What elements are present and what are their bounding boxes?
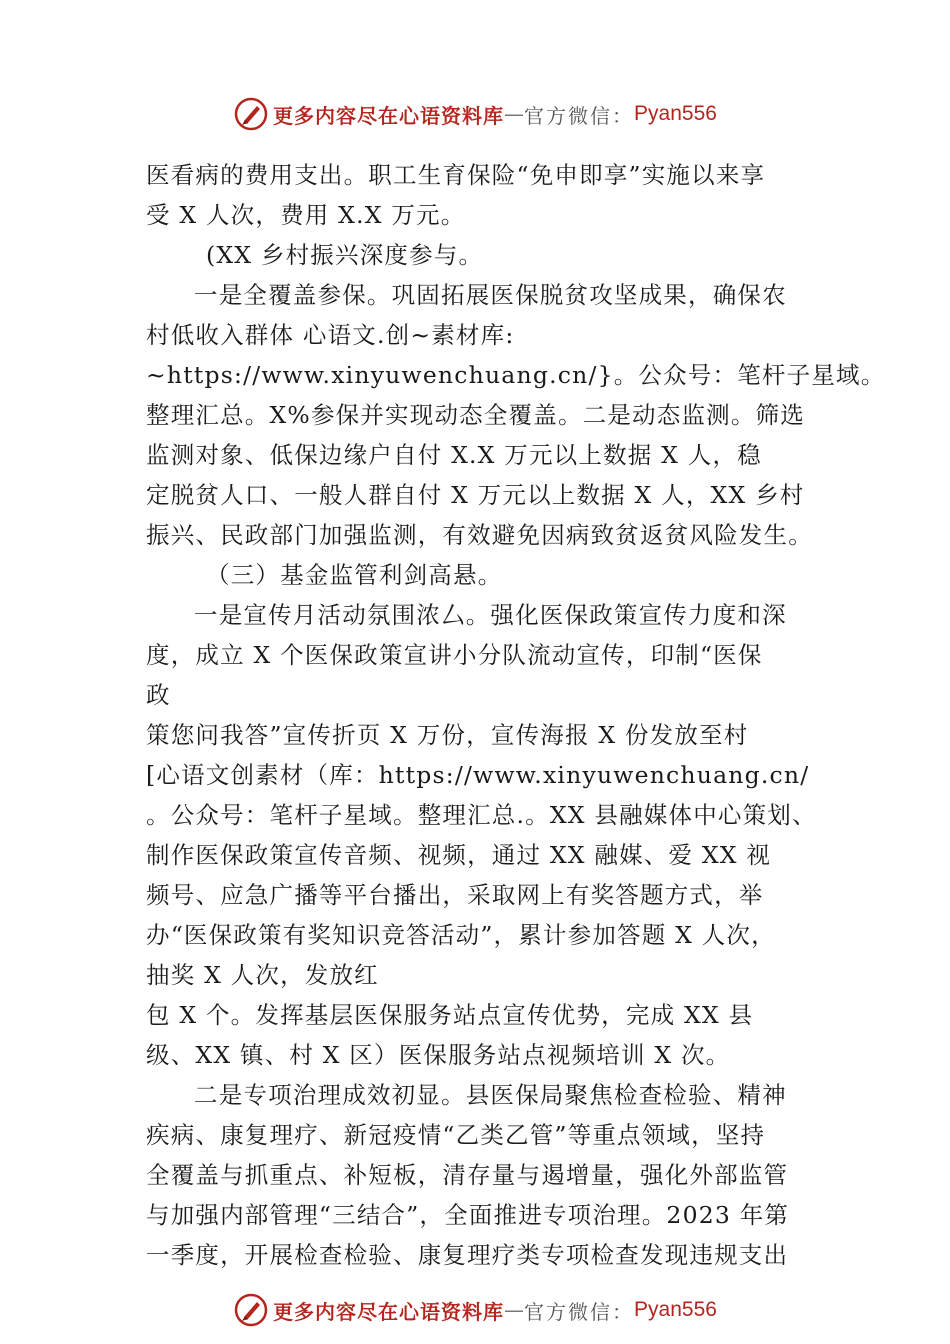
wechat-handle: Pyan556 bbox=[634, 1298, 717, 1321]
pen-seal-icon bbox=[233, 1292, 269, 1328]
body-line: 医看病的费用支出。职工生育保险“免申即享”实施以来享 bbox=[146, 161, 766, 189]
body-line: 度，成立 X 个医保政策宣讲小分队流动宣传，印制“医保 bbox=[146, 641, 763, 669]
separator: — bbox=[504, 1298, 525, 1322]
body-line: ~https://www.xinyuwenchuang.cn/}。公众号：笔杆子星域。 bbox=[146, 361, 886, 389]
brand-text: 更多内容尽在心语资料库 bbox=[273, 103, 505, 128]
body-line: 一季度，开展检查检验、康复理疗类专项检查发现违规支出 bbox=[146, 1241, 789, 1269]
body-line: 村低收入群体 心语文.创~素材库: bbox=[146, 321, 515, 349]
body-line: 包 X 个。发挥基层医保服务站点宣传优势，完成 XX 县 bbox=[146, 1001, 754, 1029]
body-line: 疾病、康复理疗、新冠疫情“乙类乙管”等重点领域，坚持 bbox=[146, 1121, 766, 1149]
body-line: 级、XX 镇、村 X 区）医保服务站点视频培训 X 次。 bbox=[146, 1041, 731, 1069]
footer-watermark-banner bbox=[0, 1290, 950, 1330]
header-watermark-banner bbox=[0, 94, 950, 134]
body-line: 办“医保政策有奖知识竞答活动”，累计参加答题 X 人次， bbox=[146, 921, 776, 949]
body-line: 全覆盖与抓重点、补短板，清存量与遏增量，强化外部监管 bbox=[146, 1161, 789, 1189]
paragraph-start: 二是专项治理成效初显。县医保局聚焦检查检验、精神 bbox=[194, 1081, 787, 1109]
paragraph-start: 一是宣传月活动氛围浓厶。强化医保政策宣传力度和深 bbox=[194, 601, 787, 629]
official-label: 官方微信： bbox=[524, 103, 635, 128]
body-line: [心语文创素材（库：https://www.xinyuwenchuang.cn/ bbox=[146, 761, 810, 789]
body-line: 监测对象、低保边缘户自付 X.X 万元以上数据 X 人，稳 bbox=[146, 441, 762, 469]
wechat-handle: Pyan556 bbox=[634, 102, 717, 125]
official-label: 官方微信： bbox=[524, 1299, 635, 1324]
body-line: 抽奖 X 人次，发放红 bbox=[146, 961, 379, 989]
body-line: 策您问我答”宣传折页 X 万份，宣传海报 X 份发放至村 bbox=[146, 721, 749, 749]
body-line: 制作医保政策宣传音频、视频，通过 XX 融媒、爱 XX 视 bbox=[146, 841, 772, 869]
body-line: 。公众号：笔杆子星域。整理汇总.。XX 县融媒体中心策划、 bbox=[146, 801, 817, 829]
pen-seal-icon bbox=[233, 96, 269, 132]
body-line: 振兴、民政部门加强监测，有效避免因病致贫返贫风险发生。 bbox=[146, 521, 813, 549]
body-line: 政 bbox=[146, 681, 171, 709]
section-heading: (XX 乡村振兴深度参与。 bbox=[206, 241, 484, 269]
body-line: 频号、应急广播等平台播出，采取网上有奖答题方式，举 bbox=[146, 881, 764, 909]
brand-text: 更多内容尽在心语资料库 bbox=[273, 1299, 505, 1324]
body-line: 与加强内部管理“三结合”，全面推进专项治理。2023 年第 bbox=[146, 1201, 790, 1229]
separator: — bbox=[504, 102, 525, 126]
body-line: 定脱贫人口、一般人群自付 X 万元以上数据 X 人，XX 乡村 bbox=[146, 481, 805, 509]
document-body bbox=[146, 155, 886, 1275]
paragraph-start: 一是全覆盖参保。巩固拓展医保脱贫攻坚成果，确保农 bbox=[194, 281, 787, 309]
body-line: 整理汇总。X%参保并实现动态全覆盖。二是动态监测。筛选 bbox=[146, 401, 805, 429]
body-line: 受 X 人次，费用 X.X 万元。 bbox=[146, 201, 466, 229]
section-heading: （三）基金监管利剑高悬。 bbox=[206, 561, 503, 589]
